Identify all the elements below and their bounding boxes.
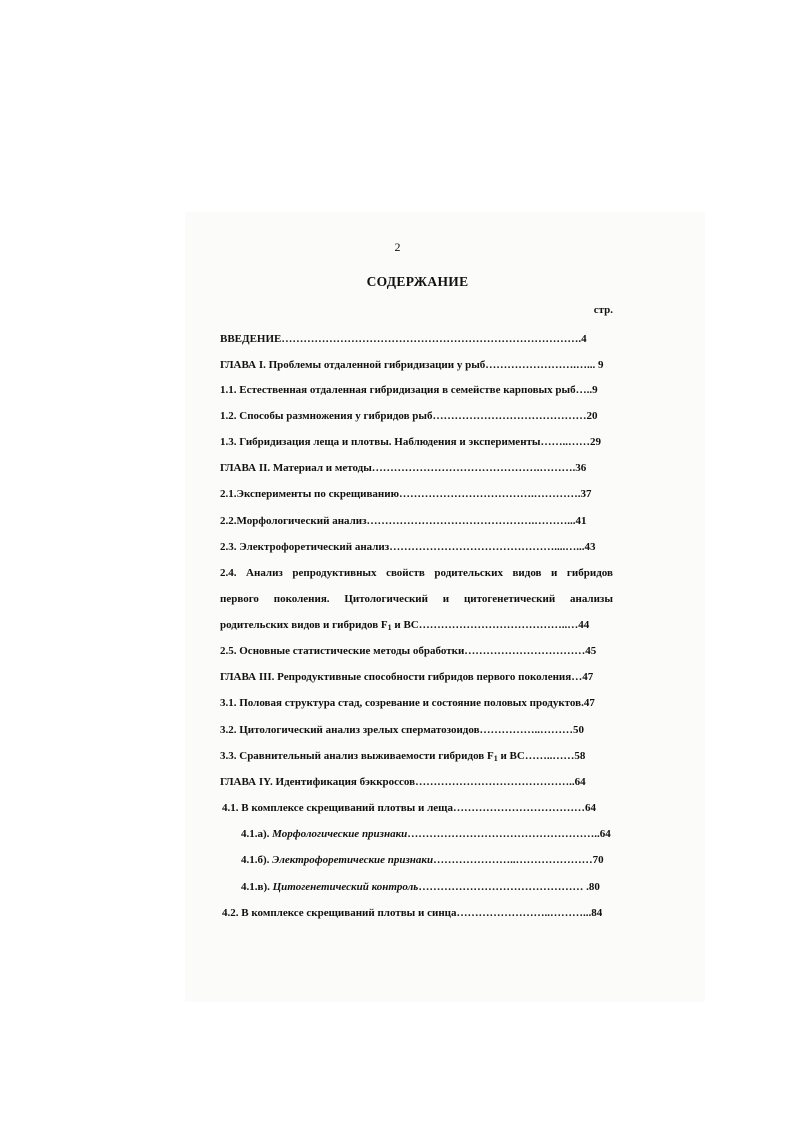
toc-entry-intro[interactable]: ВВЕДЕНИЕ……………………………………………………………………….4 [220, 333, 587, 345]
toc-entry-4-1-c[interactable] [241, 880, 600, 894]
toc-text: и BC……..……58 [497, 750, 586, 762]
toc-entry-4-2[interactable]: 4.2. В комплексе скрещиваний плотвы и синца……………………..………...84 [222, 907, 603, 919]
toc-italic-title: Морфологические признаки [272, 828, 408, 840]
toc-word: анализы [569, 593, 613, 605]
toc-entry-3-3[interactable] [220, 749, 585, 763]
toc-text: 4.1.а). [241, 828, 273, 840]
toc-text: 4.1.в). [241, 881, 273, 893]
toc-text: ……………………………………… .80 [418, 881, 600, 893]
toc-entry-1-2[interactable]: 1.2. Способы размножения у гибридов рыб……………………………………20 [220, 410, 598, 422]
toc-entry-4-1-b[interactable] [241, 853, 604, 867]
toc-entry-2-4-line-1[interactable] [220, 566, 613, 580]
toc-entry-4-1-a[interactable] [241, 827, 611, 841]
toc-entry-chapter-3[interactable]: ГЛАВА III. Репродуктивные способности гибридов первого поколения…47 [220, 671, 594, 683]
toc-entry-2-4-line-2[interactable] [220, 592, 613, 606]
toc-word: Анализ [246, 567, 283, 579]
subscript: 1 [387, 623, 392, 632]
toc-word: 2.4. [220, 567, 237, 579]
toc-entry-3-1[interactable]: 3.1. Половая структура стад, созревание и состояние половых продуктов.47 [220, 697, 595, 709]
toc-entry-1-3[interactable]: 1.3. Гибридизация леща и плотвы. Наблюдения и эксперименты……..……29 [220, 436, 602, 448]
toc-word: цитогенетический [463, 593, 556, 605]
toc-word: и [551, 567, 558, 579]
toc-entry-2-4-line-3[interactable] [220, 618, 589, 632]
toc-word: Цитологический [344, 593, 428, 605]
toc-word: родительских [434, 567, 503, 579]
toc-text: 4.1.б). [241, 854, 273, 866]
toc-word: гибридов [566, 567, 613, 579]
toc-italic-title: Цитогенетический контроль [272, 881, 419, 893]
toc-entry-chapter-1[interactable]: ГЛАВА I. Проблемы отдаленной гибридизации у рыб…………………….…... 9 [220, 359, 604, 371]
toc-text: родительских видов и гибридов F [220, 619, 388, 631]
toc-word: и [442, 593, 450, 605]
toc-entry-3-2[interactable]: 3.2. Цитологический анализ зрелых сперматозоидов……………..………50 [220, 724, 585, 736]
toc-word: первого [220, 593, 259, 605]
toc-entry-chapter-2[interactable]: ГЛАВА II. Материал и методы……………………………………….……….36 [220, 462, 587, 474]
page-column-label: стр. [593, 304, 613, 316]
toc-word: свойств [386, 567, 425, 579]
toc-text: и BC…………………………………..…44 [391, 619, 590, 631]
toc-word: репродуктивных [292, 567, 377, 579]
subscript: 1 [493, 754, 498, 763]
toc-text: 3.3. Сравнительный анализ выживаемости гибридов F [220, 750, 494, 762]
toc-italic-title: Электрофоретические признаки [272, 854, 434, 866]
toc-entry-1-1[interactable]: 1.1. Естественная отдаленная гибридизация в семействе карповых рыб…..9 [220, 384, 598, 396]
toc-text: …………………..…………………70 [433, 854, 604, 866]
toc-entry-chapter-4[interactable]: ГЛАВА IY. Идентификация бэккроссов……………………………………..64 [220, 776, 586, 788]
toc-title: СОДЕРЖАНИЕ [366, 274, 469, 289]
page-number: 2 [394, 240, 401, 254]
toc-entry-2-2[interactable]: 2.2.Морфологический анализ……………………………………….………...41 [220, 515, 587, 527]
toc-entry-2-5[interactable]: 2.5. Основные статистические методы обработки……………………………45 [220, 645, 597, 657]
toc-word: поколения. [273, 593, 330, 605]
toc-text: ……………………………………………..64 [407, 828, 611, 840]
toc-entry-2-3[interactable]: 2.3. Электрофоретический анализ………………………………………....…...43 [220, 541, 596, 553]
toc-entry-4-1[interactable]: 4.1. В комплексе скрещиваний плотвы и леща………………………………64 [222, 802, 596, 814]
toc-word: видов [512, 567, 542, 579]
toc-entry-2-1[interactable]: 2.1.Эксперименты по скрещиванию……………………………….………….37 [220, 488, 592, 500]
